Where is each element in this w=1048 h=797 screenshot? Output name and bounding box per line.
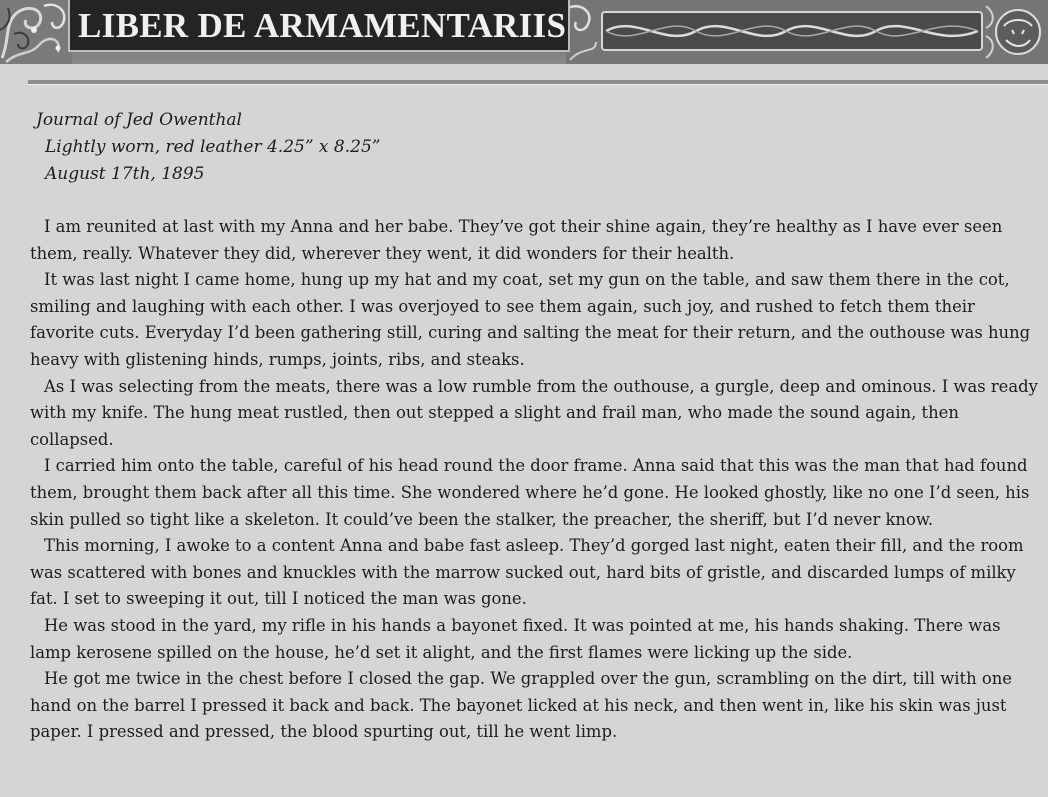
journal-date: August 17th, 1895 xyxy=(45,164,205,184)
paragraph: I carried him onto the table, careful of his head round the door frame. Anna said that this was the man that had found them, brought them back after all this time. She wondered where he’d gone. He looked ghostly, like no one I’d seen, his skin pulled so tight like a skeleton. It could’ve been the stalker, the preacher, the sheriff, but I’d never know. xyxy=(30,456,1030,529)
journal-body xyxy=(30,214,1040,746)
paragraph: It was last night I came home, hung up my hat and my coat, set my gun on the table, and saw them there in the cot, smiling and laughing with each other. I was overjoyed to see them again, such joy, and rushed to fetch them their favorite cuts. Everyday I’d been gathering still, curing and salting the meat for their return, and the outhouse was hung heavy with glistening hinds, rumps, joints, ribs, and steaks. xyxy=(30,270,1031,369)
journal-description: Lightly worn, red leather 4.25” x 8.25” xyxy=(45,137,381,157)
paragraph: I am reunited at last with my Anna and her babe. They’ve got their shine again, they’re healthy as I have ever seen them, really. Whatever they did, wherever they went, it did wonders for their health. xyxy=(30,217,1003,263)
paragraph: As I was selecting from the meats, there was a low rumble from the outhouse, a gurgle, deep and ominous. I was ready with my knife. The hung meat rustled, then out stepped a slight and frail man, who made the sound again, then collapsed. xyxy=(30,376,1038,449)
scrollwork-ornament-left-icon xyxy=(0,0,72,64)
header-banner xyxy=(0,0,1048,64)
header-divider xyxy=(28,80,1048,84)
paragraph: He was stood in the yard, my rifle in his hands a bayonet fixed. It was pointed at me, his hands shaking. There was lamp kerosene spilled on the house, he’d set it alight, and the first flames were licking up the side. xyxy=(30,615,1001,662)
scrollwork-ornament-right-icon xyxy=(566,0,1048,64)
title-plate xyxy=(68,0,570,52)
entry-metadata xyxy=(0,107,1048,188)
journal-author: Journal of Jed Owenthal xyxy=(36,110,242,130)
paragraph: He got me twice in the chest before I closed the gap. We grappled over the gun, scrambling on the dirt, till with one hand on the barrel I pressed it back and back. The bayonet licked at his neck, and then went in, like his skin was just paper. I pressed and pressed, the blood spurting out, till he went limp. xyxy=(30,669,1012,742)
page-title: LIBER DE ARMAMENTARIIS xyxy=(78,6,567,45)
paragraph: This morning, I awoke to a content Anna and babe fast asleep. They’d gorged last night, eaten their fill, and the room was scattered with bones and knuckles with the marrow sucked out, hard bits of gristle, and discarded lumps of milky fat. I set to sweeping it out, till I noticed the man was gone. xyxy=(30,536,1024,609)
